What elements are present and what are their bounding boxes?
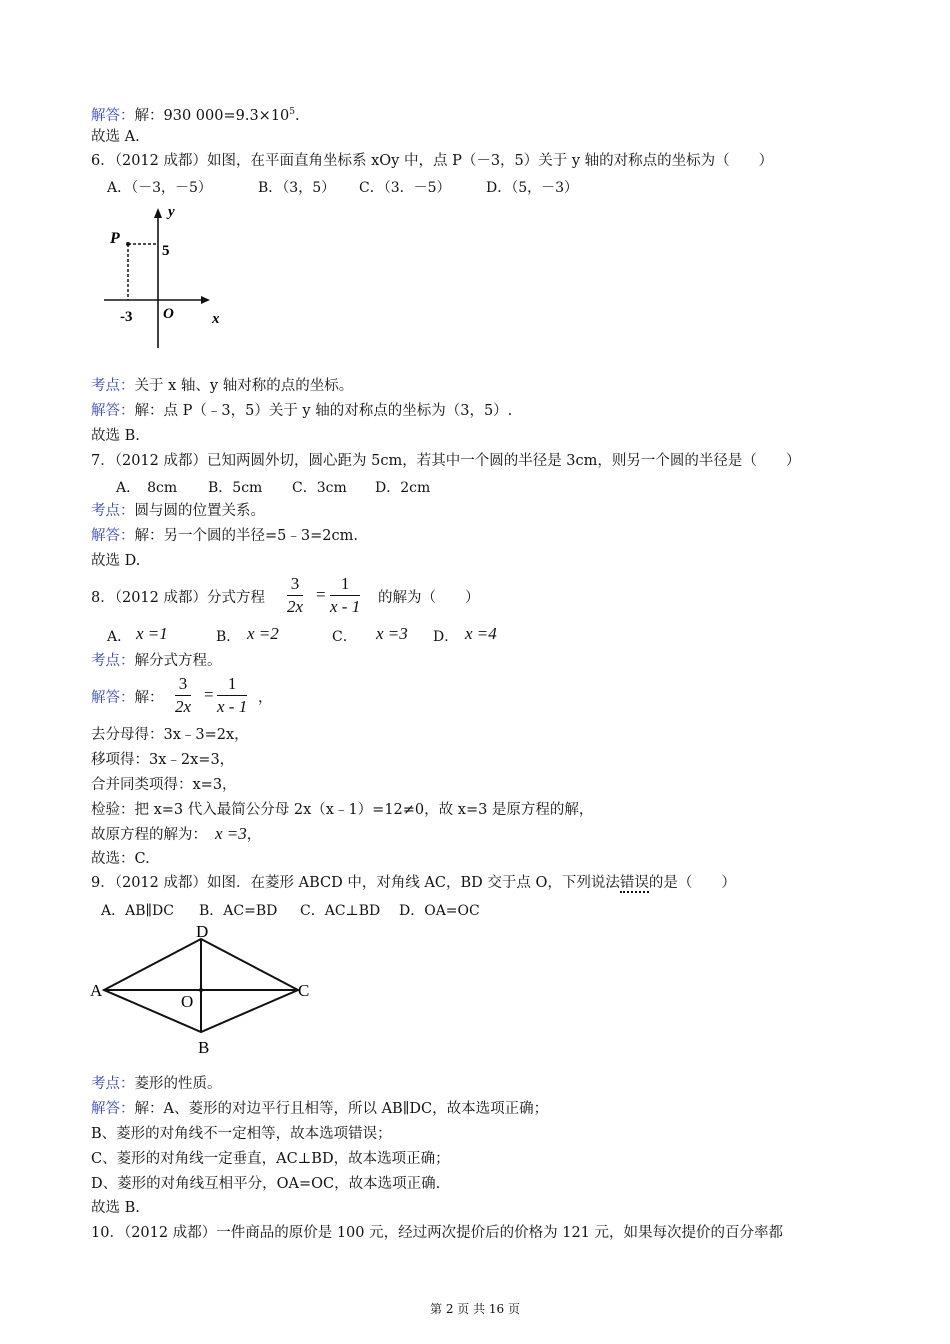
q7-option-d: D．2cm xyxy=(375,480,431,496)
q8-option-a-letter: A． xyxy=(107,629,132,645)
q8-question-post: 的解为（ ） xyxy=(378,590,480,606)
q8-step-3: 合并同类项得：x=3， xyxy=(91,777,237,793)
q8-choose: 故选：C. xyxy=(91,851,150,867)
label-p: P xyxy=(110,230,120,247)
y-axis-arrow-icon xyxy=(154,208,162,218)
q8-solution-fraction-1 xyxy=(175,674,191,717)
q8-solution-fraction-2 xyxy=(217,674,247,717)
q6-option-a: A．（－3，－5） xyxy=(107,180,212,196)
label-y: y xyxy=(168,204,175,220)
label-neg3: -3 xyxy=(120,309,133,325)
x-axis-arrow-icon xyxy=(201,296,210,304)
q6-option-d: D．（5，－3） xyxy=(486,180,579,196)
numerator: 3 xyxy=(287,574,303,596)
q8-final-line xyxy=(91,824,261,845)
q6-option-b: B．（3，5） xyxy=(258,180,336,196)
answer-label: 解答： xyxy=(91,107,135,124)
q7-choose: 故选 D. xyxy=(91,553,141,569)
final-value: x =3 xyxy=(215,824,247,843)
q6-question: 6．（2012 成都）如图，在平面直角坐标系 xOy 中，点 P（－3，5）关于 y 轴的对称点的坐标为（ ） xyxy=(91,153,774,169)
q6-choose: 故选 B. xyxy=(91,428,140,444)
q9-option-b: B．AC=BD xyxy=(199,903,278,919)
q8-kaodian-line xyxy=(91,651,222,671)
q5-choose: 故选 A. xyxy=(91,129,140,145)
q9-question xyxy=(91,873,736,893)
question-pre: 9．（2012 成都）如图．在菱形 ABCD 中，对角线 AC，BD 交于点 O，下列说法 xyxy=(91,875,620,891)
q7-jieda-line xyxy=(91,526,358,546)
kaodian-label: 考点： xyxy=(91,653,135,669)
numerator: 1 xyxy=(217,674,247,696)
kaodian-label: 考点： xyxy=(91,1076,135,1092)
kaodian-text: 解分式方程。 xyxy=(134,653,222,669)
q7-question: 7．（2012 成都）已知两圆外切，圆心距为 5cm，若其中一个圆的半径是 3cm，则另一个圆的半径是（ ） xyxy=(91,453,801,469)
q8-option-a-value xyxy=(136,624,168,644)
q9-option-c: C．AC⊥BD xyxy=(300,903,381,919)
kaodian-label: 考点： xyxy=(91,503,135,519)
q8-option-c-letter: C． xyxy=(332,629,357,645)
label-five: 5 xyxy=(162,243,170,259)
center-point xyxy=(199,988,203,992)
page-footer: 第 2 页 共 16 页 xyxy=(430,1302,520,1316)
q5-answer-line xyxy=(91,102,300,126)
final-post: ， xyxy=(246,827,262,843)
jieda-text: 解：A、菱形的对边平行且相等，所以 AB∥DC，故本选项正确； xyxy=(134,1101,549,1117)
denominator: x - 1 xyxy=(217,697,248,716)
denominator: 2x xyxy=(175,697,192,716)
question-emphasis: 错误 xyxy=(619,875,649,891)
jieda-label: 解答： xyxy=(91,1101,135,1117)
q9-rhombus-figure xyxy=(86,920,326,1060)
q9-jieda-line xyxy=(91,1099,548,1119)
jieda-text: 解：点 P（﹣3，5）关于 y 轴的对称点的坐标为（3，5）. xyxy=(134,403,513,419)
q8-solution-equals: = xyxy=(204,685,214,704)
q7-option-a: A． 8cm xyxy=(116,480,178,496)
final-math xyxy=(215,824,247,843)
q8-option-b-value xyxy=(247,624,279,644)
q8-step-4: 检验：把 x=3 代入最简公分母 2x（x﹣1）=12≠0，故 x=3 是原方程的解， xyxy=(91,802,594,818)
label-o: O xyxy=(163,306,174,322)
q9-choose: 故选 B. xyxy=(91,1200,140,1216)
answer-exponent: 5 xyxy=(289,107,296,117)
q9-kaodian-line xyxy=(91,1074,222,1094)
label-o: O xyxy=(181,992,194,1011)
q7-option-c: C．3cm xyxy=(292,480,347,496)
jieda-label: 解答： xyxy=(91,403,135,419)
option-value: x =2 xyxy=(247,624,279,643)
q8-option-b-letter: B． xyxy=(216,629,241,645)
q8-option-d-letter: D． xyxy=(433,629,459,645)
q9-line-d: D、菱形的对角线互相平分，OA=OC，故本选项正确. xyxy=(91,1176,441,1192)
q8-fraction-1 xyxy=(287,574,303,617)
kaodian-text: 菱形的性质。 xyxy=(134,1076,222,1092)
jieda-text: 解： xyxy=(134,690,164,706)
label-c: C xyxy=(298,981,310,1000)
q6-coordinate-figure xyxy=(100,200,240,355)
final-pre: 故原方程的解为： xyxy=(91,827,207,843)
kaodian-label: 考点： xyxy=(91,378,135,394)
q9-line-c: C、菱形的对角线一定垂直，AC⊥BD，故本选项正确； xyxy=(91,1151,450,1167)
answer-period: . xyxy=(295,107,300,124)
q7-option-b: B．5cm xyxy=(208,480,263,496)
q6-jieda-line xyxy=(91,401,512,421)
q7-kaodian-line xyxy=(91,501,265,521)
label-x: x xyxy=(212,311,220,327)
q9-option-a: A．AB∥DC xyxy=(101,903,174,919)
answer-text: 解：930 000=9.3×10 xyxy=(134,107,290,124)
q8-step-2: 移项得：3x﹣2x=3， xyxy=(91,752,235,768)
q10-question: 10．（2012 成都）一件商品的原价是 100 元，经过两次提价后的价格为 121 元，如果每次提价的百分率都 xyxy=(91,1225,783,1241)
denominator: x - 1 xyxy=(330,597,361,616)
option-value: x =3 xyxy=(376,624,408,643)
q8-question-pre: 8．（2012 成都）分式方程 xyxy=(91,590,265,606)
q8-solution-comma: ， xyxy=(258,690,273,706)
q8-equals: = xyxy=(316,585,326,604)
question-post: 的是（ ） xyxy=(648,875,736,891)
option-value: x =1 xyxy=(136,624,168,643)
kaodian-text: 关于 x 轴、y 轴对称的点的坐标。 xyxy=(134,378,354,394)
q8-fraction-2 xyxy=(330,574,360,617)
point-p xyxy=(126,242,130,246)
jieda-label: 解答： xyxy=(91,528,135,544)
q8-step-1: 去分母得：3x﹣3=2x， xyxy=(91,727,249,743)
label-d: D xyxy=(196,922,209,941)
numerator: 1 xyxy=(330,574,360,596)
q8-option-d-value xyxy=(465,624,497,644)
q9-line-b: B、菱形的对角线不一定相等，故本选项错误； xyxy=(91,1126,392,1142)
q6-kaodian-line xyxy=(91,376,353,396)
option-value: x =4 xyxy=(465,624,497,643)
label-a: A xyxy=(90,981,103,1000)
jieda-label: 解答： xyxy=(91,690,135,706)
numerator: 3 xyxy=(175,674,191,696)
q9-option-d: D．OA=OC xyxy=(399,903,480,919)
q6-option-c: C．（3．－5） xyxy=(359,180,451,196)
label-b: B xyxy=(198,1038,210,1057)
denominator: 2x xyxy=(287,597,304,616)
q8-jieda-line xyxy=(91,688,164,708)
jieda-text: 解：另一个圆的半径=5﹣3=2cm. xyxy=(134,528,358,544)
kaodian-text: 圆与圆的位置关系。 xyxy=(134,503,265,519)
q8-option-c-value xyxy=(376,624,408,644)
